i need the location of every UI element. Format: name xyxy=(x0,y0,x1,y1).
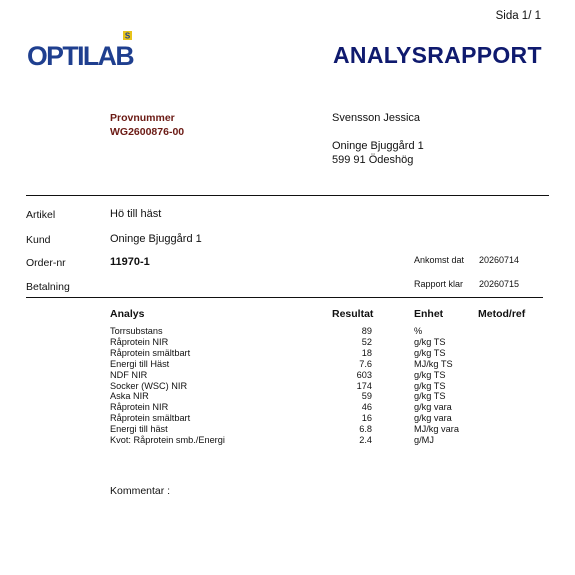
optilab-logo xyxy=(26,28,138,72)
spacer-cell xyxy=(372,424,414,435)
optilab-logo-graphic xyxy=(26,28,138,72)
logo-wordmark: OPTILAB xyxy=(27,41,135,71)
article-label: Artikel xyxy=(26,209,56,221)
payment-label: Betalning xyxy=(26,281,70,293)
analysis-unit: g/kg vara xyxy=(414,402,452,413)
analysis-unit: g/kg TS xyxy=(414,347,446,358)
table-row xyxy=(110,391,484,402)
analysis-result: 2.4 xyxy=(359,435,372,446)
analysis-unit: g/kg TS xyxy=(414,391,446,402)
order-label: Order-nr xyxy=(26,257,66,269)
analysis-unit: g/kg TS xyxy=(414,380,446,391)
table-row xyxy=(110,337,484,348)
customer-label: Kund xyxy=(26,234,51,246)
column-header-result: Resultat xyxy=(332,308,374,320)
analysis-name: Torrsubstans xyxy=(110,326,163,336)
order-value: 11970-1 xyxy=(110,256,150,268)
analysis-name: NDF NIR xyxy=(110,369,148,380)
spacer-cell xyxy=(372,413,414,424)
table-row xyxy=(110,402,484,413)
results-table-body xyxy=(110,326,484,446)
analysis-result: 16 xyxy=(361,413,372,424)
analysis-name: Kvot: Råprotein smb./Energi xyxy=(110,435,225,446)
analysis-name: Råprotein smältbart xyxy=(110,347,191,358)
analysis-name: Energi till häst xyxy=(110,424,168,435)
column-header-unit: Enhet xyxy=(414,308,444,320)
column-header-analysis: Analys xyxy=(110,308,145,320)
recipient-postal: 599 91 Ödeshög xyxy=(332,154,414,166)
spacer-cell xyxy=(372,435,414,446)
analysis-result: 59 xyxy=(361,391,372,402)
arrival-date-value: 20260714 xyxy=(479,255,520,265)
table-row xyxy=(110,413,484,424)
sample-number-label: Provnummer xyxy=(110,112,175,124)
report-ready-value: 20260715 xyxy=(479,279,520,289)
analysis-unit: % xyxy=(414,326,423,336)
analysis-result: 603 xyxy=(356,369,372,380)
analysis-result: 46 xyxy=(361,402,372,413)
spacer-cell xyxy=(372,381,414,392)
analysis-result: 52 xyxy=(361,336,372,347)
results-table xyxy=(110,326,484,446)
analysis-unit: g/MJ xyxy=(414,435,434,446)
spacer-cell xyxy=(372,326,414,337)
arrival-date-label: Ankomst dat xyxy=(414,255,465,265)
report-title: ANALYSRAPPORT xyxy=(333,42,542,68)
analysis-unit: MJ/kg vara xyxy=(414,424,459,435)
recipient-street: Oninge Bjuggård 1 xyxy=(332,140,424,152)
divider-top xyxy=(26,195,549,196)
analysis-result: 18 xyxy=(361,347,372,358)
spacer-cell xyxy=(372,359,414,370)
divider-bottom xyxy=(26,297,543,298)
spacer-cell xyxy=(372,402,414,413)
table-row xyxy=(110,435,484,446)
table-row xyxy=(110,348,484,359)
recipient-name: Svensson Jessica xyxy=(332,112,421,124)
analysis-unit: g/kg vara xyxy=(414,413,452,424)
table-row xyxy=(110,370,484,381)
analysis-name: Socker (WSC) NIR xyxy=(110,380,188,391)
spacer-cell xyxy=(372,348,414,359)
spacer-cell xyxy=(372,391,414,402)
analysis-result: 7.6 xyxy=(359,358,372,369)
table-row xyxy=(110,424,484,435)
analysis-name: Råprotein smältbart xyxy=(110,413,191,424)
analysis-unit: g/kg TS xyxy=(414,369,446,380)
table-row xyxy=(110,326,484,337)
logo-badge-letter: S xyxy=(124,31,131,41)
analysis-result: 174 xyxy=(356,380,372,391)
analysis-unit: MJ/kg TS xyxy=(414,358,453,369)
comment-label: Kommentar : xyxy=(110,485,171,497)
analysis-unit: g/kg TS xyxy=(414,336,446,347)
analysis-name: Energi till Häst xyxy=(110,358,170,369)
analysis-name: Råprotein NIR xyxy=(110,336,169,347)
spacer-cell xyxy=(372,370,414,381)
table-row xyxy=(110,381,484,392)
sample-number-value: WG2600876-00 xyxy=(110,126,185,138)
page-number: Sida 1/ 1 xyxy=(495,10,541,22)
article-value: Hö till häst xyxy=(110,208,162,220)
analysis-result: 89 xyxy=(361,326,372,336)
table-row xyxy=(110,359,484,370)
report-ready-label: Rapport klar xyxy=(414,279,464,289)
analysis-name: Aska NIR xyxy=(110,391,149,402)
column-header-method: Metod/ref xyxy=(478,308,526,320)
customer-value: Oninge Bjuggård 1 xyxy=(110,233,202,245)
spacer-cell xyxy=(372,337,414,348)
analysis-result: 6.8 xyxy=(359,424,372,435)
analysis-name: Råprotein NIR xyxy=(110,402,169,413)
